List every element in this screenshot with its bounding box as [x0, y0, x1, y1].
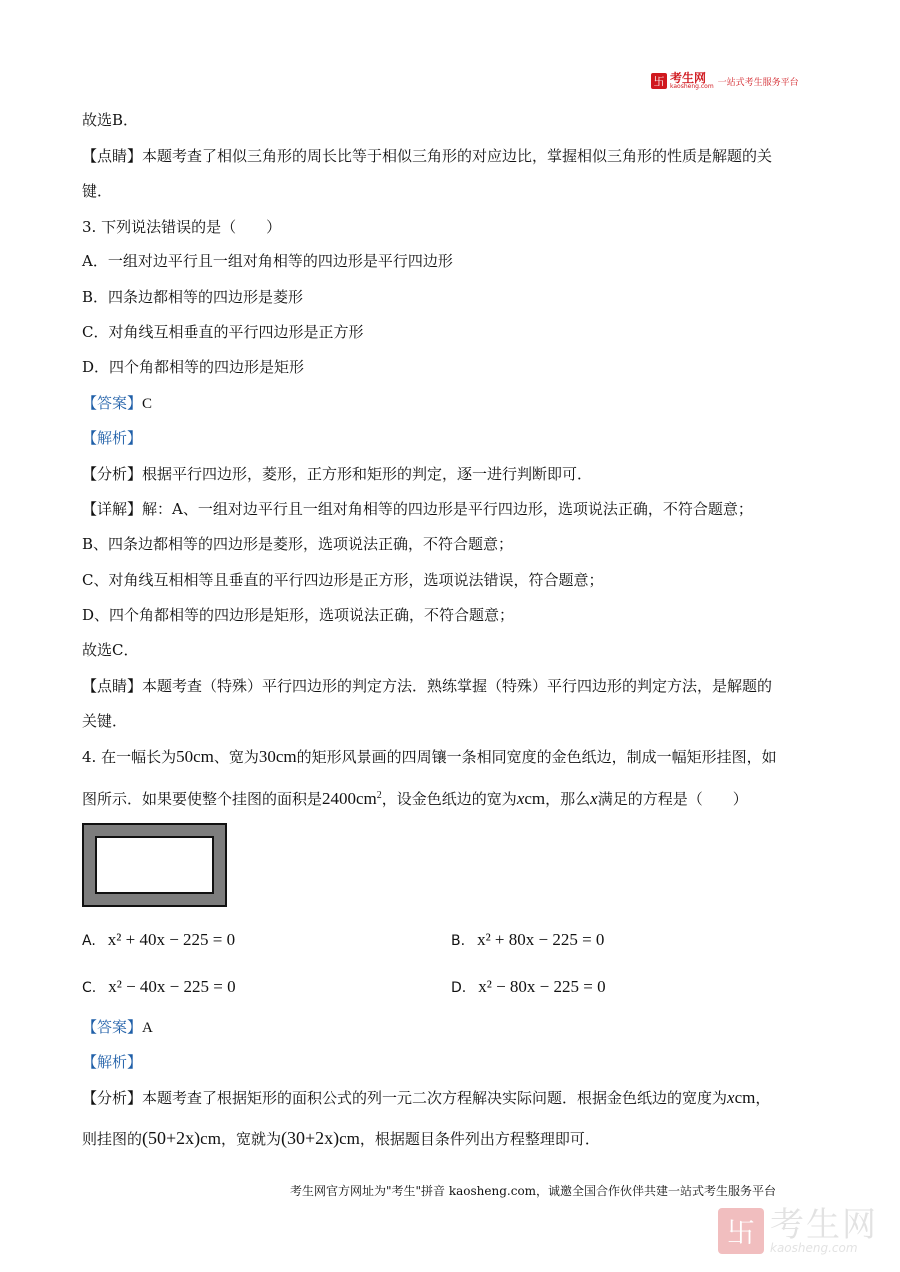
variable-x: x [727, 1088, 735, 1107]
unit-cm: cm [200, 1129, 221, 1148]
option-label: D. [451, 980, 467, 996]
option-equation: x² + 80x − 225 = 0 [477, 930, 605, 949]
option-label: A. [82, 933, 96, 949]
watermark-logo-icon: 卐 [718, 1208, 764, 1254]
width-expression: (30+2x) [280, 1128, 340, 1148]
length-value: 50cm [176, 747, 214, 766]
q4-option-c [82, 977, 236, 998]
q3-option-d: D．四个角都相等的四边形是矩形 [82, 358, 305, 376]
q3-answer [82, 393, 152, 414]
variable-x: x [590, 789, 598, 808]
watermark [718, 1205, 878, 1255]
width-value: 30cm [258, 747, 297, 766]
text-span: 根据平行四边形，菱形，正方形和矩形的判定，逐一进行判断即可． [142, 465, 593, 483]
text-line: 故选B． [82, 111, 139, 129]
picture-inner-rect [95, 836, 214, 894]
brand-slogan: 一站式考生服务平台 [717, 77, 799, 88]
brand-name [670, 72, 714, 90]
text-span: 则挂图的 [82, 1130, 143, 1148]
text-span: 的矩形风景画的四周镶一条相同宽度的金色纸边，制成一幅矩形挂图，如 [296, 748, 777, 766]
variable-x: x [516, 789, 525, 808]
q3-detail-b: B、四条边都相等的四边形是菱形，选项说法正确，不符合题意； [82, 535, 514, 553]
tag-fenxi: 【分析】 [82, 1089, 143, 1107]
q4-analysis-line1 [82, 1088, 770, 1108]
q3-dianjing-end: 关键． [82, 712, 128, 730]
text-span: ，那么 [545, 790, 591, 808]
question-3-stem: 3. 下列说法错误的是（ ） [82, 218, 282, 236]
area-exponent: 2 [376, 790, 382, 801]
watermark-url: kaosheng.com [770, 1241, 858, 1255]
q4-jiexi [82, 1052, 142, 1072]
text-span: 本题考查了根据矩形的面积公式的列一元二次方程解决实际问题．根据金色纸边的宽度为 [142, 1089, 728, 1107]
framed-picture-figure [82, 823, 227, 907]
option-equation: x² − 40x − 225 = 0 [108, 977, 236, 996]
page-footer: 考生网官方网址为"考生"拼音 kaosheng.com，诚邀全国合作伙伴共建一站式考生服务平台 [290, 1184, 777, 1198]
tag-fenxi: 【分析】 [82, 465, 143, 483]
q3-option-c: C．对角线互相垂直的平行四边形是正方形 [82, 323, 364, 341]
q3-dianjing [82, 676, 772, 696]
option-equation: x² − 80x − 225 = 0 [478, 977, 606, 996]
area-value: 2400cm [322, 789, 377, 808]
text-span: 满足的方程是（ ） [597, 790, 748, 808]
header-logo [651, 72, 799, 90]
q3-analysis [82, 464, 592, 484]
q4-answer [82, 1017, 153, 1038]
q4-option-a [82, 930, 235, 951]
tag-jiexi: 【解析】 [82, 429, 143, 447]
q3-option-a: A．一组对边平行且一组对角相等的四边形是平行四边形 [82, 252, 453, 270]
q4-option-d [451, 977, 606, 998]
watermark-brand: 考生网 [770, 1205, 878, 1245]
text-line: 键． [82, 182, 113, 200]
tag-xiangjie: 【详解】 [82, 500, 143, 518]
question-4-stem-line2 [82, 786, 748, 809]
q3-detail-c: C、对角线互相相等且垂直的平行四边形是正方形，选项说法错误，符合题意； [82, 571, 604, 589]
q4-analysis-line2 [82, 1128, 600, 1149]
text-span: 、宽为 [213, 748, 259, 766]
text-span: 本题考查了相似三角形的周长比等于相似三角形的对应边比，掌握相似三角形的性质是解题的关 [142, 147, 773, 165]
answer-value: C [142, 396, 153, 412]
text-span: 解：A、一组对边平行且一组对角相等的四边形是平行四边形，选项说法正确，不符合题意； [142, 500, 753, 518]
text-span: ，根据题目条件列出方程整理即可． [359, 1130, 600, 1148]
q3-detail-d: D、四个角都相等的四边形是矩形，选项说法正确，不符合题意； [82, 606, 515, 624]
tag-dianjing: 【点睛】 [82, 147, 143, 165]
text-span: 图所示．如果要使整个挂图的面积是 [82, 790, 323, 808]
question-4-stem-line1 [82, 747, 777, 767]
answer-value: A [142, 1020, 153, 1036]
brand-en: kaosheng.com [670, 83, 714, 90]
option-label: B. [451, 933, 466, 949]
tag-dianjing: 【点睛】 [82, 677, 143, 695]
q3-detail [82, 499, 753, 519]
tag-jiexi: 【解析】 [82, 1053, 143, 1071]
q3-option-b: B．四条边都相等的四边形是菱形 [82, 288, 304, 306]
tag-answer: 【答案】 [82, 1018, 143, 1036]
text-span: ，宽就为 [220, 1130, 281, 1148]
brand-logo-icon: 卐 [651, 73, 667, 89]
watermark-text [770, 1205, 878, 1255]
unit-cm: cm [734, 1088, 756, 1107]
tag-answer: 【答案】 [82, 394, 143, 412]
text-line [82, 146, 772, 166]
text-span: ，设金色纸边的宽为 [381, 790, 517, 808]
text-span: 本题考查（特殊）平行四边形的判定方法．熟练掌握（特殊）平行四边形的判定方法，是解题的 [142, 677, 773, 695]
brand-cn: 考生网 [670, 71, 707, 85]
q3-jiexi [82, 428, 142, 448]
unit-cm: cm [339, 1129, 360, 1148]
unit-cm: cm [524, 789, 546, 808]
q4-option-b [451, 930, 604, 951]
option-label: C. [82, 980, 97, 996]
option-equation: x² + 40x − 225 = 0 [107, 930, 236, 949]
q3-conclusion: 故选C． [82, 641, 139, 659]
text-span: 4. 在一幅长为 [82, 748, 177, 766]
length-expression: (50+2x) [142, 1128, 201, 1148]
text-span: ， [755, 1089, 771, 1107]
